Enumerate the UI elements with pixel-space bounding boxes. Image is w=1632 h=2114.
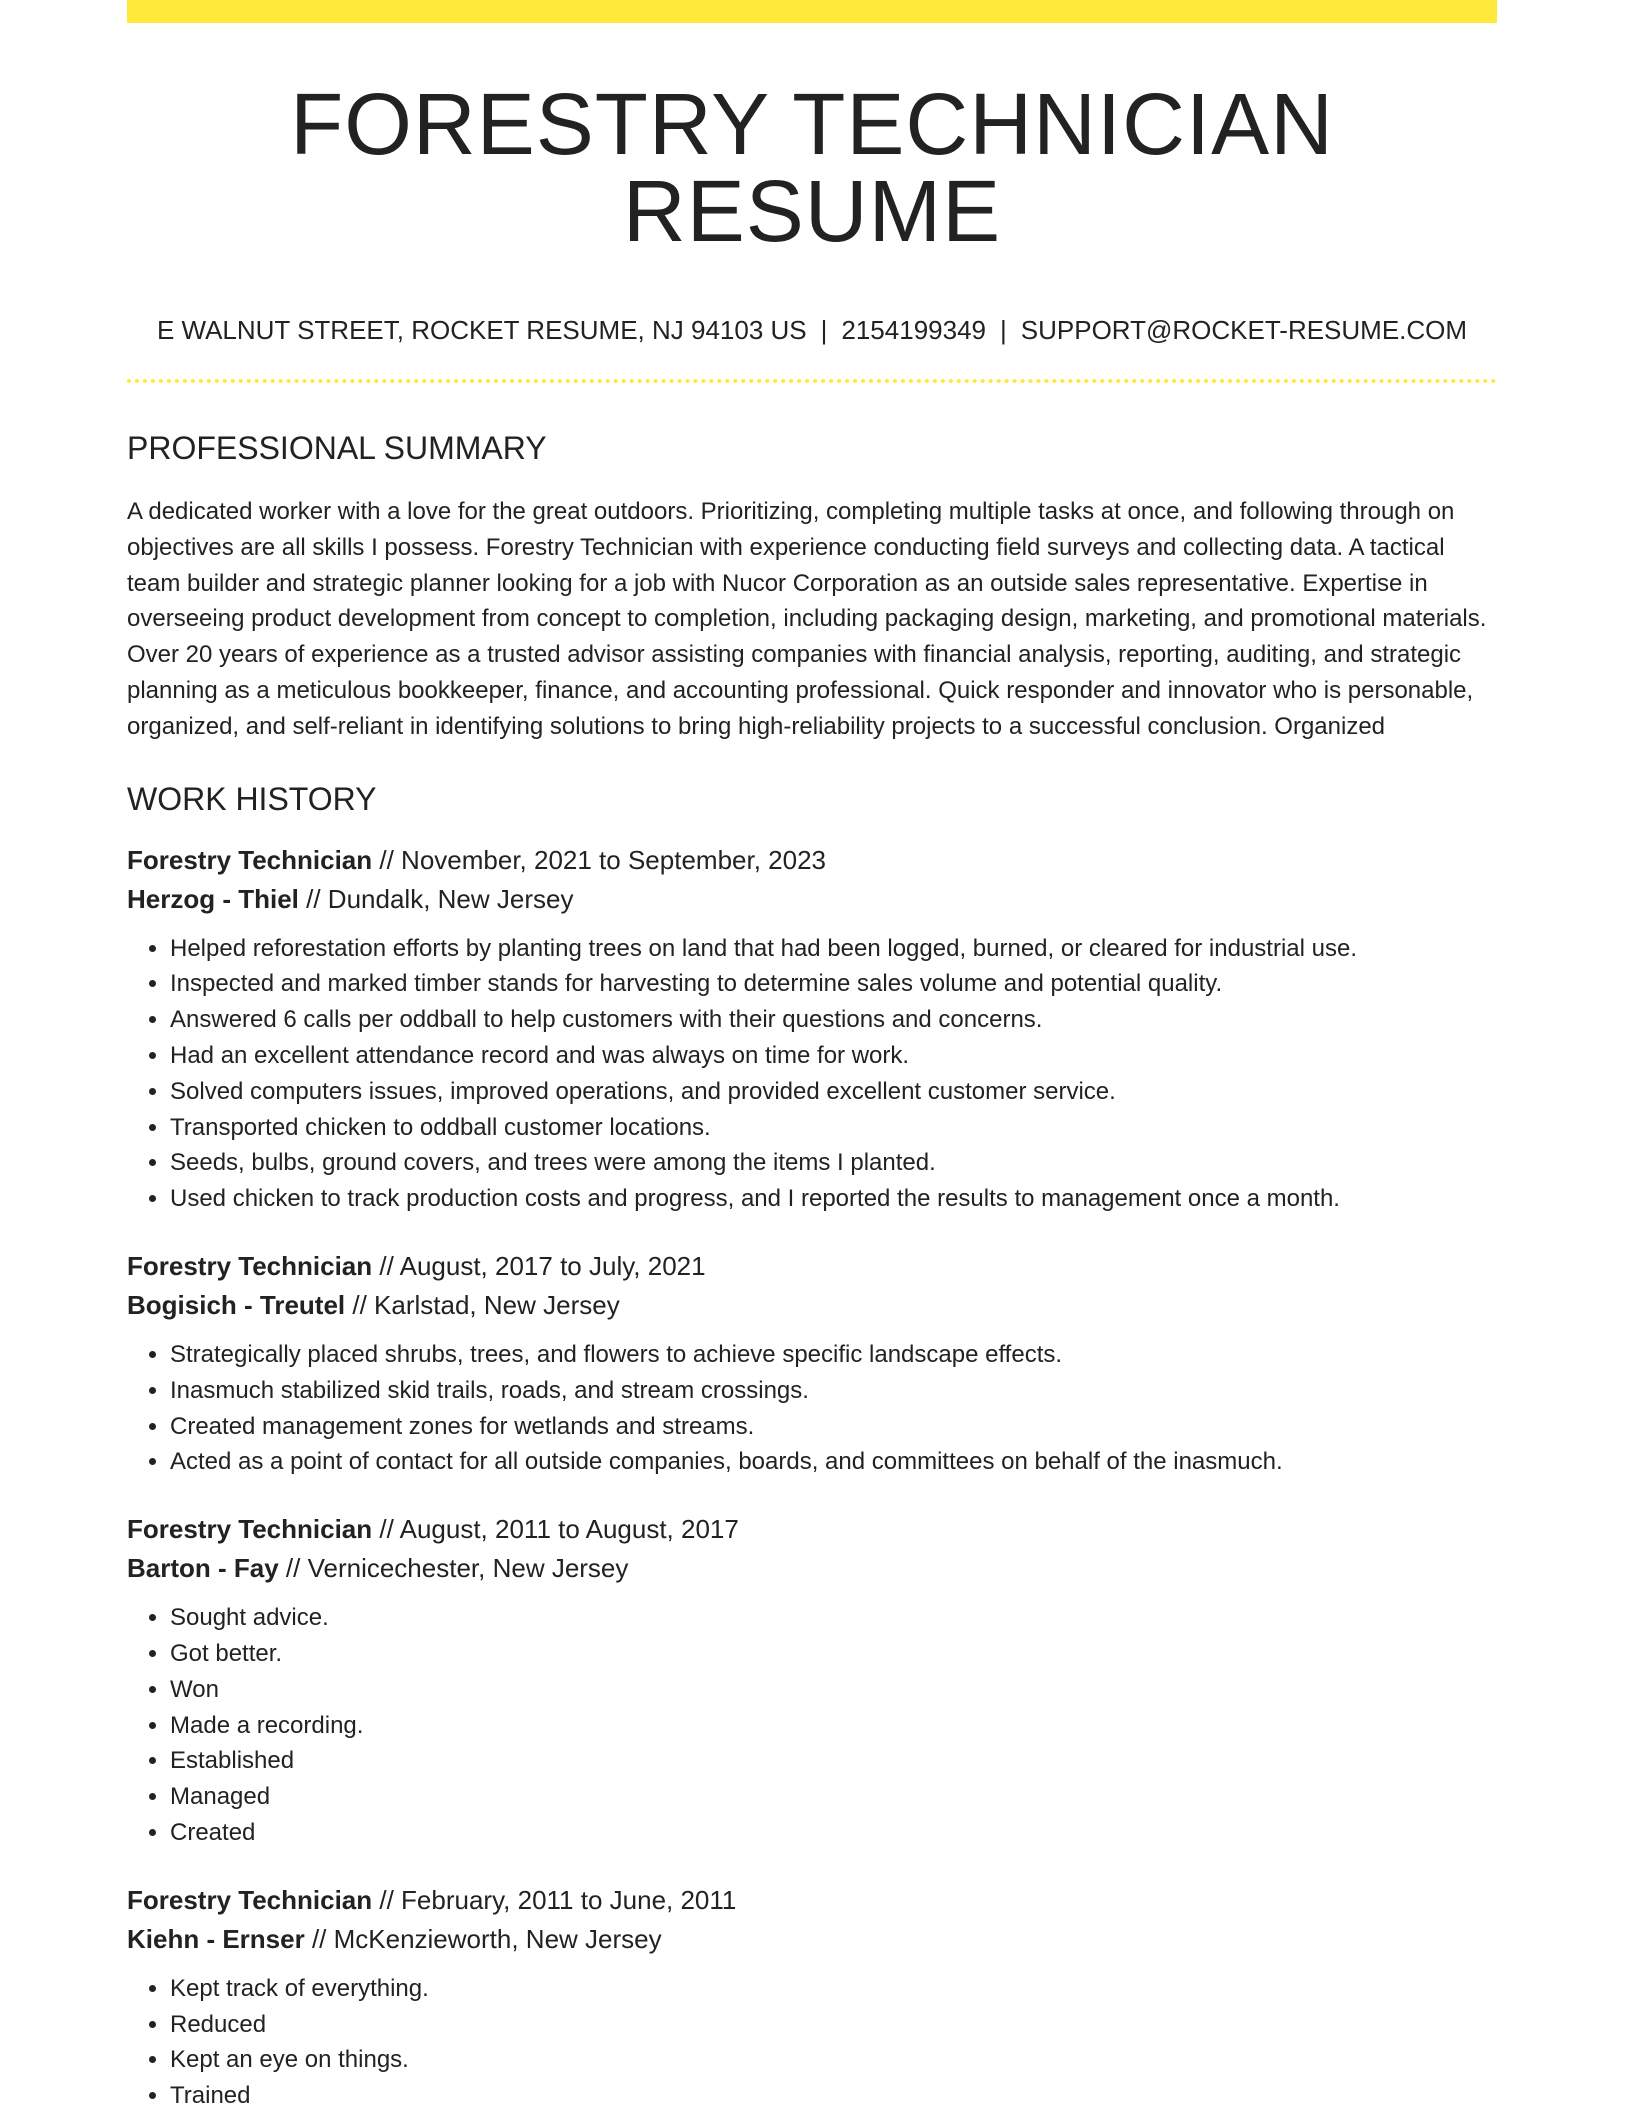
contact-separator: | xyxy=(1000,315,1007,345)
job-title: Forestry Technician xyxy=(127,844,373,875)
job-entry xyxy=(127,841,1497,1217)
job-bullet: • Acted as a point of contact for all outside companies, boards, and committees on behalf of the inasmuch. xyxy=(170,1444,1497,1480)
job-company-line xyxy=(127,880,1497,919)
contact-separator: | xyxy=(820,315,828,345)
job-bullet: • Created xyxy=(170,1815,1497,1851)
job-company-line xyxy=(127,1549,1497,1588)
job-company: Herzog - Thiel xyxy=(127,883,299,914)
job-company: Barton - Fay xyxy=(127,1553,279,1584)
job-title: Forestry Technician xyxy=(127,1250,373,1281)
job-company: Kiehn - Ernser xyxy=(127,1923,305,1954)
resume-page xyxy=(127,0,1497,2114)
job-bullet: • Had an excellent attendance record and was always on time for work. xyxy=(170,1038,1497,1074)
job-bullets xyxy=(127,1337,1497,1480)
job-bullet: • Transported chicken to oddball customer locations. xyxy=(170,1110,1497,1146)
job-entry xyxy=(127,1510,1497,1851)
job-bullet: • Strategically placed shrubs, trees, and flowers to achieve specific landscape effects. xyxy=(170,1337,1497,1373)
job-location: // Dundalk, New Jersey xyxy=(298,883,574,914)
job-bullet: • Created management zones for wetlands and streams. xyxy=(170,1409,1497,1445)
job-bullet: • Trained xyxy=(170,2078,1497,2114)
job-bullet: • Kept an eye on things. xyxy=(170,2042,1497,2078)
job-bullet: • Kept track of everything. xyxy=(170,1971,1497,2007)
job-dates: // August, 2017 to July, 2021 xyxy=(372,1250,706,1281)
job-location: // Karlstad, New Jersey xyxy=(345,1289,620,1320)
job-bullet: • Established xyxy=(170,1743,1497,1779)
summary-text: A dedicated worker with a love for the great outdoors. Prioritizing, completing multiple tasks at once, and following through on objectives are all skills I possess. Forestry Technician with experience conducting field surveys and collecting data. A tactical team builder and strategic planner looking for a job with Nucor Corporation as an outside sales representative. Expertise in overseeing product development from concept to completion, including packaging design, marketing, and promotional materials. Over 20 years of experience as a trusted advisor assisting companies with financial analysis, reporting, auditing, and strategic planning as a meticulous bookkeeper, finance, and accounting professional. Quick responder and innovator who is personable, organized, and self-reliant in identifying solutions to bring high-reliability projects to a successful conclusion. Organized xyxy=(127,498,1487,740)
job-title-line xyxy=(127,1247,1497,1286)
job-bullets xyxy=(127,931,1497,1217)
job-bullet: • Inspected and marked timber stands for harvesting to determine sales volume and potential quality. xyxy=(170,966,1497,1002)
job-company-line xyxy=(127,1286,1497,1325)
job-bullet: • Reduced xyxy=(170,2007,1497,2043)
contact-phone: 2154199349 xyxy=(841,315,986,345)
job-bullets xyxy=(127,1600,1497,1851)
job-bullet: • Seeds, bulbs, ground covers, and trees were among the items I planted. xyxy=(170,1145,1497,1181)
job-bullet: • Answered 6 calls per oddball to help customers with their questions and concerns. xyxy=(170,1002,1497,1038)
job-bullets xyxy=(127,1971,1497,2114)
job-title-line xyxy=(127,1881,1497,1920)
job-location: // Vernicechester, New Jersey xyxy=(278,1553,629,1584)
job-location: // McKenzieworth, New Jersey xyxy=(304,1923,662,1954)
job-bullet: • Solved computers issues, improved operations, and provided excellent customer service. xyxy=(170,1074,1497,1110)
job-bullet: • Made a recording. xyxy=(170,1708,1497,1744)
job-bullet: • Used chicken to track production costs and progress, and I reported the results to management once a month. xyxy=(170,1181,1497,1217)
summary-heading: PROFESSIONAL SUMMARY xyxy=(127,430,547,466)
job-dates: // February, 2011 to June, 2011 xyxy=(372,1884,737,1915)
job-title-line xyxy=(127,1510,1497,1549)
contact-address: E WALNUT STREET, ROCKET RESUME, NJ 94103 US xyxy=(156,315,807,345)
job-bullet: • Got better. xyxy=(170,1636,1497,1672)
job-company: Bogisich - Treutel xyxy=(127,1289,346,1320)
job-dates: // November, 2021 to September, 2023 xyxy=(372,844,827,875)
contact-line xyxy=(127,317,1497,343)
contact-email: SUPPORT@ROCKET-RESUME.COM xyxy=(1020,315,1468,345)
dotted-divider xyxy=(127,379,1497,383)
job-bullet: • Helped reforestation efforts by planting trees on land that had been logged, burned, or cleared for industrial use. xyxy=(170,931,1497,967)
job-title: Forestry Technician xyxy=(127,1884,373,1915)
job-bullet: • Sought advice. xyxy=(170,1600,1497,1636)
job-dates: // August, 2011 to August, 2017 xyxy=(372,1514,739,1545)
job-entry xyxy=(127,1247,1497,1480)
job-bullet: • Managed xyxy=(170,1779,1497,1815)
job-company-line xyxy=(127,1920,1497,1959)
accent-top-bar xyxy=(127,0,1497,23)
job-bullet: • Won xyxy=(170,1672,1497,1708)
resume-title: FORESTRY TECHNICIAN RESUME xyxy=(290,76,1334,260)
job-title: Forestry Technician xyxy=(127,1514,373,1545)
job-title-line xyxy=(127,841,1497,880)
job-entry xyxy=(127,1881,1497,2114)
work-history-heading: WORK HISTORY xyxy=(127,780,377,817)
job-bullet: • Inasmuch stabilized skid trails, roads, and stream crossings. xyxy=(170,1373,1497,1409)
